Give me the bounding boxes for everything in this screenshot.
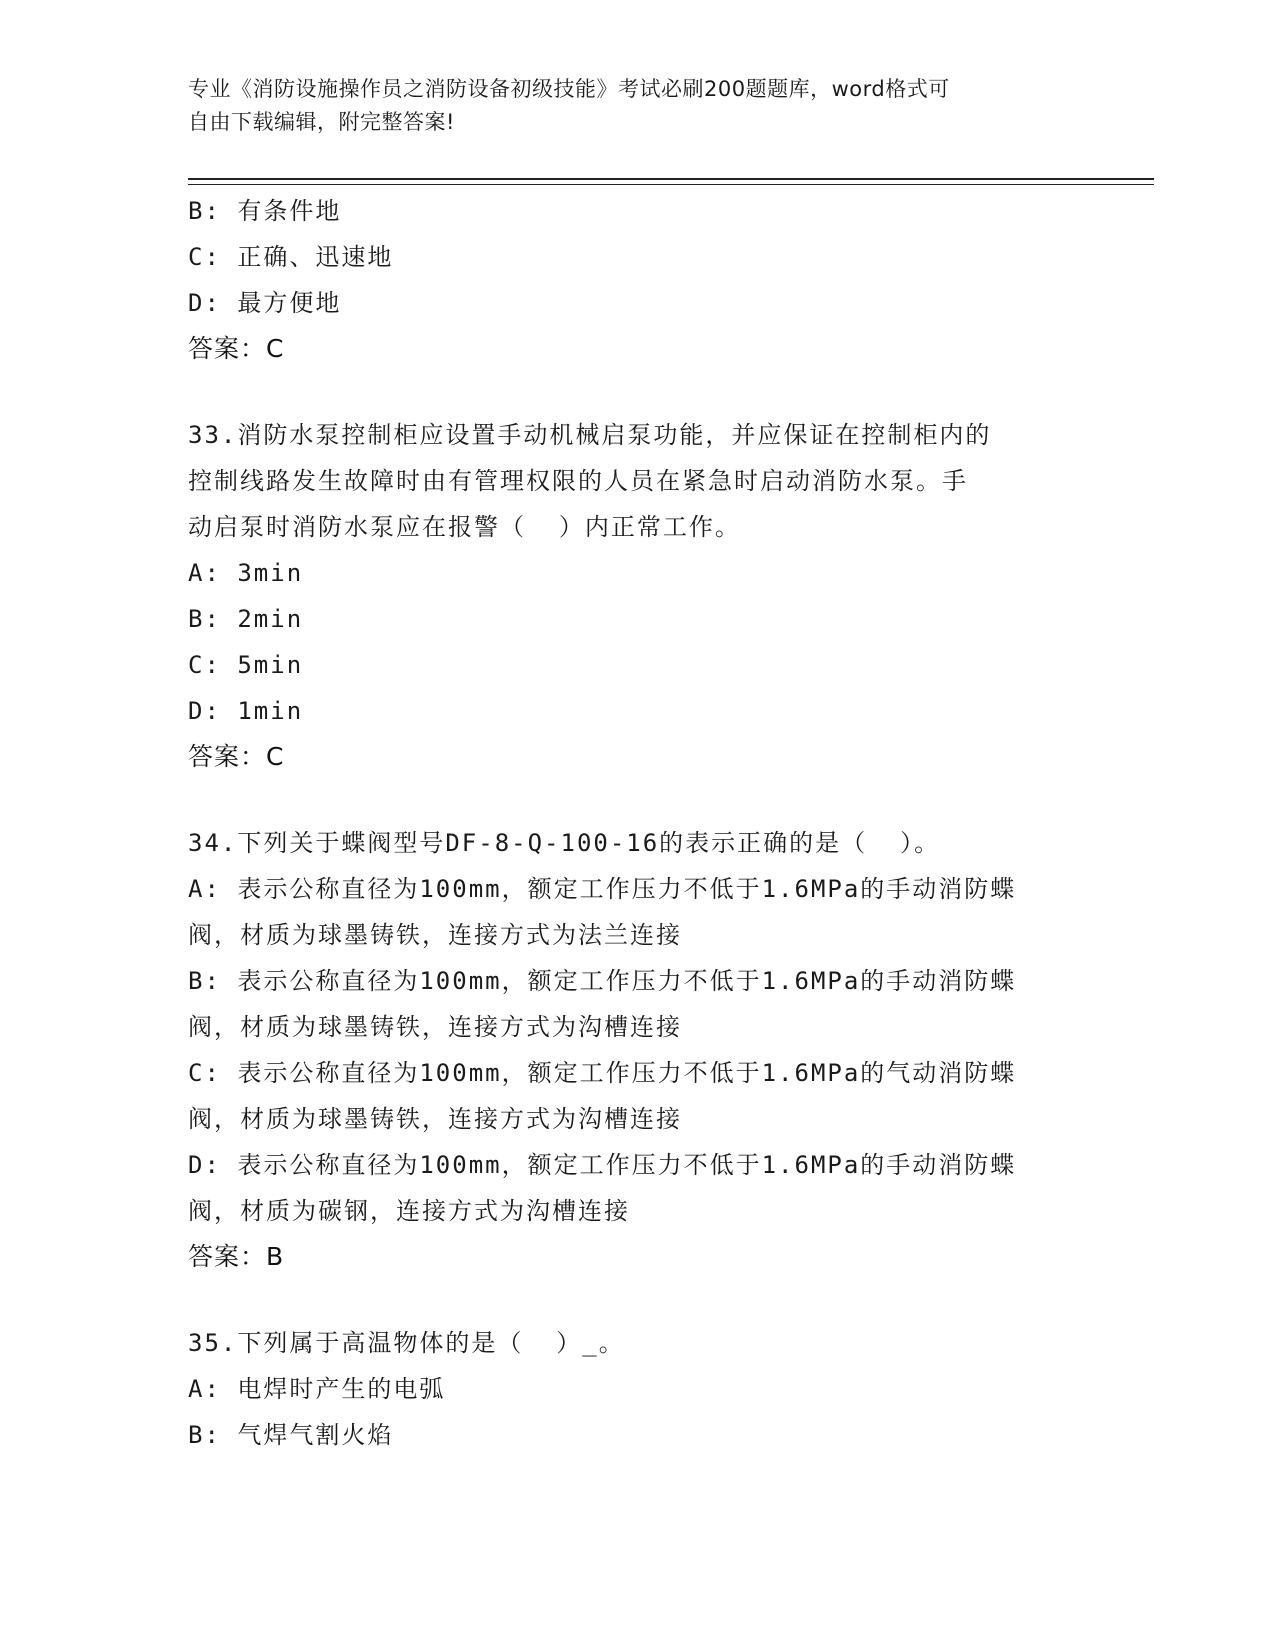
- option-d: D: 最方便地: [188, 289, 342, 317]
- question-stem-line: 34.下列关于蝶阀型号DF-8-Q-100-16的表示正确的是（ ）。: [188, 829, 941, 857]
- option-c: C: 表示公称直径为100mm，额定工作压力不低于1.6MPa的气动消防蝶: [188, 1059, 1017, 1087]
- spacer: [188, 1280, 1088, 1320]
- header-divider-thin: [188, 184, 1154, 185]
- option-a-continued: 阀，材质为球墨铸铁，连接方式为法兰连接: [188, 921, 682, 949]
- question-stem-line: 控制线路发生故障时由有管理权限的人员在紧急时启动消防水泵。手: [188, 467, 968, 495]
- question-stem-line: 35.下列属于高温物体的是（ ）_。: [188, 1329, 625, 1357]
- header-line-2: 自由下载编辑，附完整答案!: [188, 110, 455, 134]
- option-a: A: 3min: [188, 559, 304, 587]
- option-d: D: 1min: [188, 697, 304, 725]
- document-header: [188, 73, 1088, 139]
- header-divider-thick: [188, 178, 1154, 180]
- question-stem-line: 33.消防水泵控制柜应设置手动机械启泵功能，并应保证在控制柜内的: [188, 421, 992, 449]
- option-c-continued: 阀，材质为球墨铸铁，连接方式为沟槽连接: [188, 1105, 682, 1133]
- question-32-partial: [188, 188, 1088, 372]
- answer-line: 答案：C: [188, 742, 285, 771]
- spacer: [188, 372, 1088, 412]
- answer-line: 答案：B: [188, 1242, 285, 1271]
- option-b: B: 表示公称直径为100mm，额定工作压力不低于1.6MPa的手动消防蝶: [188, 967, 1017, 995]
- question-stem-line: 动启泵时消防水泵应在报警（ ）内正常工作。: [188, 513, 741, 541]
- option-c: C: 正确、迅速地: [188, 243, 394, 271]
- option-d: D: 表示公称直径为100mm，额定工作压力不低于1.6MPa的手动消防蝶: [188, 1151, 1017, 1179]
- question-34: [188, 820, 1088, 1280]
- option-d-continued: 阀，材质为碳钢，连接方式为沟槽连接: [188, 1197, 630, 1225]
- option-a: A: 电焊时产生的电弧: [188, 1375, 446, 1403]
- question-content: [188, 188, 1088, 1458]
- option-b: B: 气焊气割火焰: [188, 1421, 394, 1449]
- option-b: B: 有条件地: [188, 197, 342, 225]
- option-a: A: 表示公称直径为100mm，额定工作压力不低于1.6MPa的手动消防蝶: [188, 875, 1017, 903]
- question-35: [188, 1320, 1088, 1458]
- answer-line: 答案：C: [188, 334, 285, 363]
- option-b-continued: 阀，材质为球墨铸铁，连接方式为沟槽连接: [188, 1013, 682, 1041]
- question-33: [188, 412, 1088, 780]
- header-line-1: 专业《消防设施操作员之消防设备初级技能》考试必刷200题题库，word格式可: [188, 77, 950, 101]
- option-b: B: 2min: [188, 605, 304, 633]
- spacer: [188, 780, 1088, 820]
- option-c: C: 5min: [188, 651, 304, 679]
